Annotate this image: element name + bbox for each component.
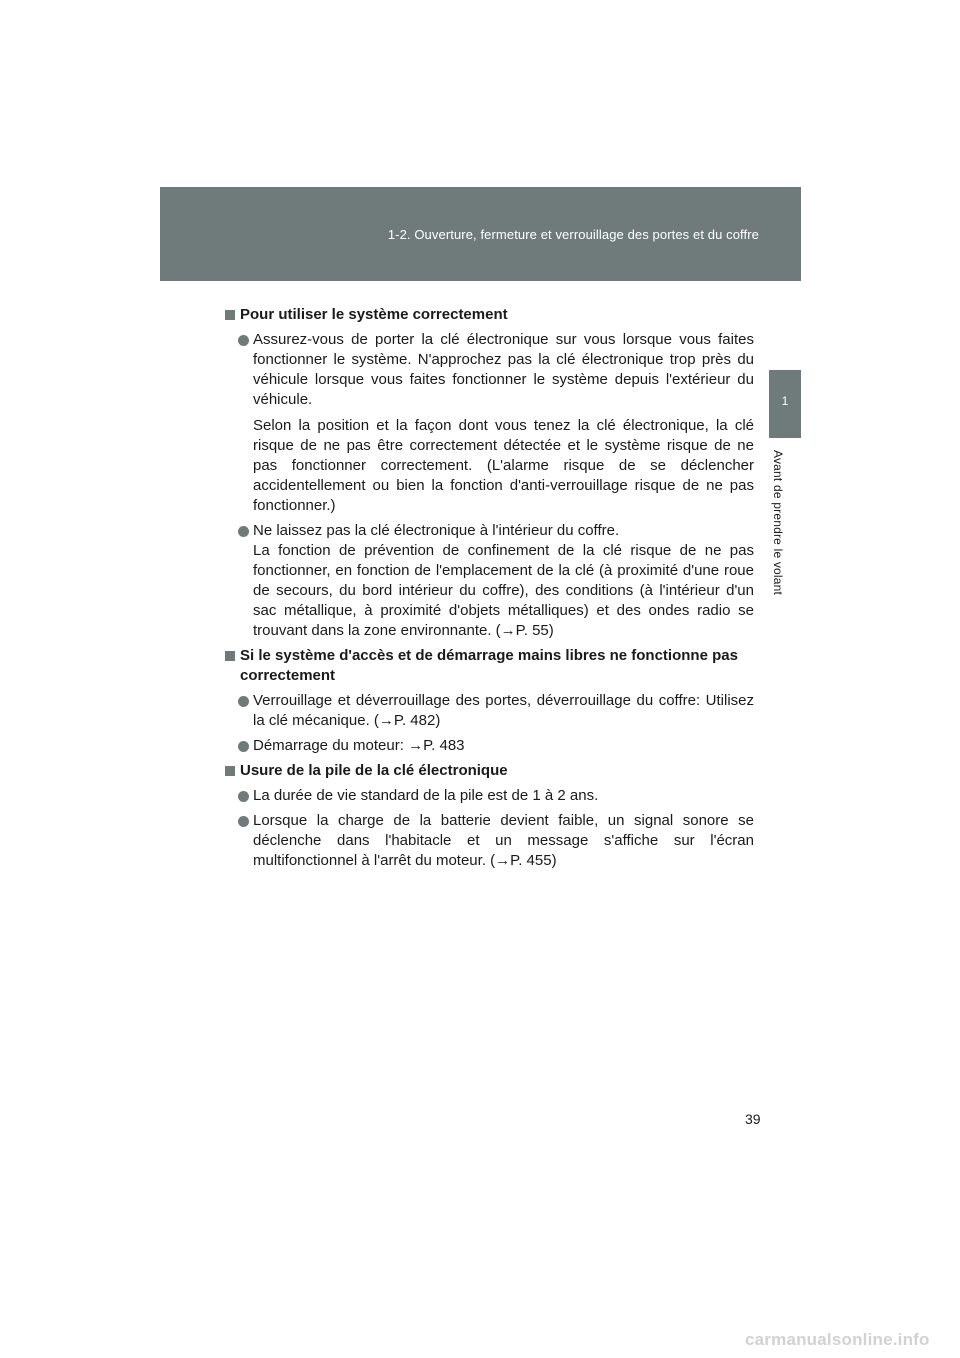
bullet-item [224,521,754,641]
round-bullet-icon [238,816,249,827]
bullet-text: La durée de vie standard de la pile est de 1 à 2 ans. [253,787,599,804]
round-bullet-icon [238,696,249,707]
section-heading-text: Usure de la pile de la clé électronique [240,762,508,779]
bullet-extra-text: La fonction de prévention de confinement de la clé risque de ne pas fonctionner, en fonction de l'emplacement de la clé (à proximité d'une roue de secours, du bord intérieur du coffre), des conditions (à l'intérieur d'un sac métallique, à proximité d'objets métalliques) et des ondes radio se trouvant dans la zone environnante. (→P. 55) [253,542,754,639]
chapter-tab-number: 1 [781,394,789,408]
bullet-item [224,736,754,756]
square-bullet-icon [225,310,235,320]
section-heading [224,761,754,781]
round-bullet-icon [238,741,249,752]
bullet-extra-text: Selon la position et la façon dont vous tenez la clé électronique, la clé risque de ne pas être correctement détectée et le système risque de ne pas fonctionner correctement. (L'alarme risque de se déclencher accidentellement ou bien la fonction d'anti-verrouillage risque de ne pas fonctionner.) [253,417,754,514]
section-heading [224,305,754,325]
section-heading-text: Si le système d'accès et de démarrage mains libres ne fonctionne pas correctement [240,647,738,684]
round-bullet-icon [238,335,249,346]
chapter-header-title: 1-2. Ouverture, fermeture et verrouillage des portes et du coffre [387,227,759,242]
section-heading [224,646,754,686]
page-number: 39 [745,1111,761,1127]
bullet-text: Démarrage du moteur: →P. 483 [253,737,465,754]
square-bullet-icon [225,651,235,661]
bullet-text: Lorsque la charge de la batterie devient faible, un signal sonore se déclenche dans l'habitacle et un message s'affiche sur l'écran multifonctionnel à l'arrêt du moteur. (→P. 455) [253,812,754,869]
round-bullet-icon [238,791,249,802]
chapter-side-label: Avant de prendre le volant [771,450,785,596]
bullet-item [224,786,754,806]
square-bullet-icon [225,766,235,776]
bullet-item [224,691,754,731]
chapter-tab [769,370,801,438]
section-heading-text: Pour utiliser le système correctement [240,306,508,323]
bullet-text: Verrouillage et déverrouillage des portes, déverrouillage du coffre: Utilisez la clé mécanique. (→P. 482) [253,692,754,729]
page-content [224,305,754,876]
bullet-item [224,330,754,516]
chapter-header-bar [160,187,801,281]
round-bullet-icon [238,526,249,537]
watermark-text: carmanualsonline.info [745,1330,930,1349]
bullet-text: Assurez-vous de porter la clé électronique sur vous lorsque vous faites fonctionner le système. N'approchez pas la clé électronique trop près du véhicule lorsque vous faites fonctionner le système depuis l'extérieur du véhicule. [253,331,754,408]
bullet-item [224,811,754,871]
bullet-text: Ne laissez pas la clé électronique à l'intérieur du coffre. [253,522,620,539]
